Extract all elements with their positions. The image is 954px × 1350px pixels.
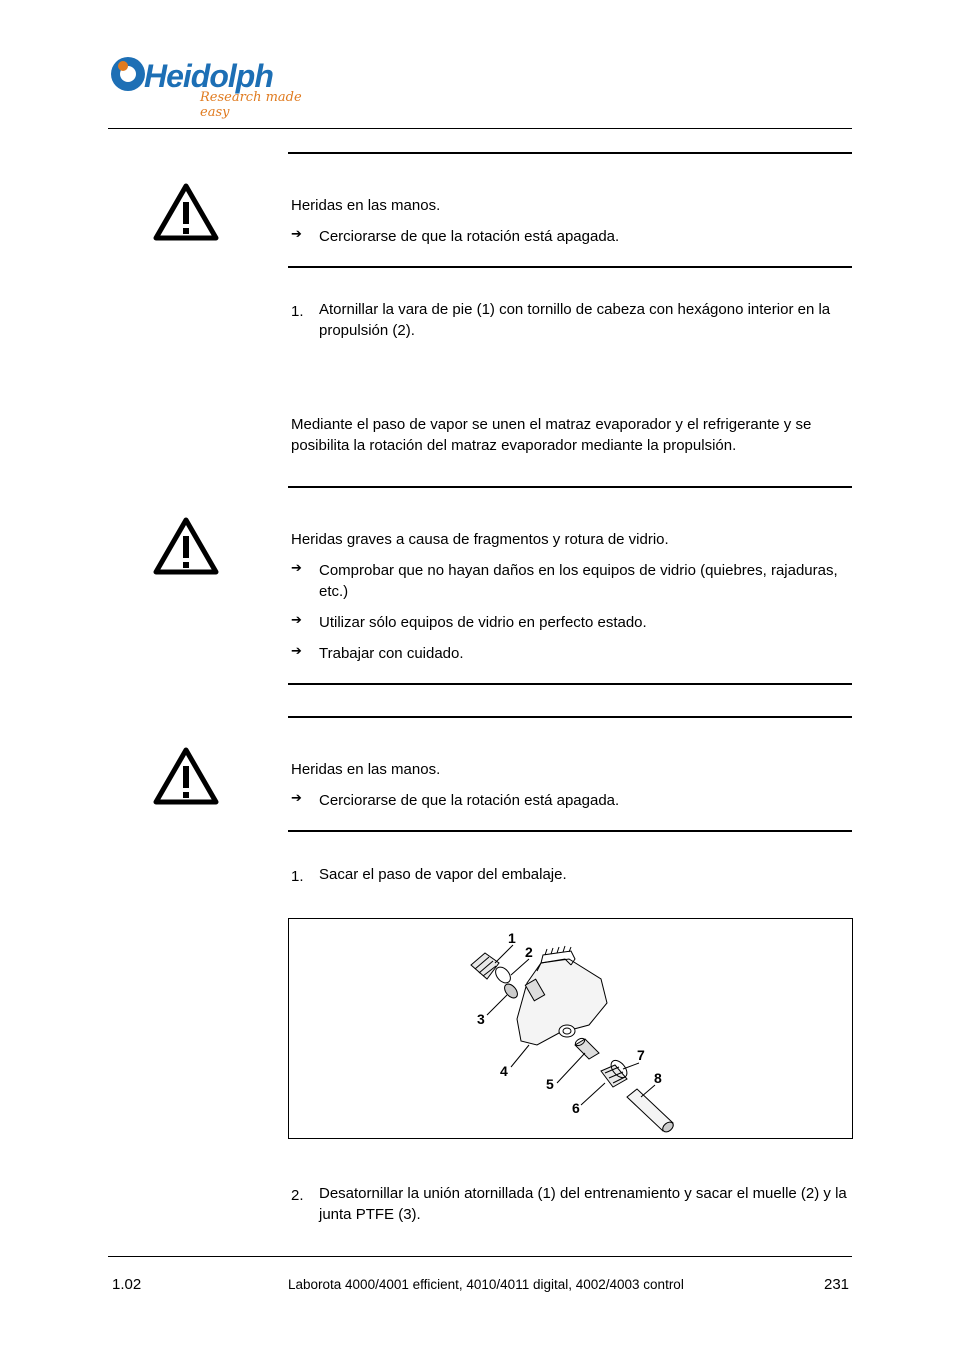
arrow-right-icon: ➔ bbox=[291, 790, 302, 805]
arrow-right-icon: ➔ bbox=[291, 612, 302, 627]
logo-name: Heidolph bbox=[144, 58, 273, 94]
warning2-action-2: Utilizar sólo equipos de vidrio en perfecto estado. bbox=[319, 614, 647, 631]
warning2-action-3: Trabajar con cuidado. bbox=[319, 645, 464, 662]
page-number: 231 bbox=[824, 1276, 850, 1293]
step-number: 2. bbox=[291, 1187, 304, 1204]
brand-logo bbox=[108, 50, 328, 120]
warning2-action-1: Comprobar que no hayan daños en los equipos de vidrio (quiebres, rajaduras, etc.) bbox=[319, 562, 838, 600]
warning3-action-1: Cerciorarse de que la rotación está apagada. bbox=[319, 792, 620, 809]
callout-2: 2 bbox=[525, 944, 533, 960]
warning2-top-rule bbox=[288, 486, 852, 488]
footer-title: Laborota 4000/4001 efficient, 4010/4011 digital, 4002/4003 control bbox=[288, 1277, 684, 1292]
warning3-bottom-rule bbox=[288, 830, 852, 832]
warning-triangle-icon bbox=[152, 182, 220, 242]
callout-1: 1 bbox=[508, 930, 516, 946]
steam-tube-part bbox=[627, 1089, 675, 1134]
warning1-top-rule bbox=[288, 152, 852, 154]
exploded-view-figure bbox=[288, 918, 853, 1139]
arrow-right-icon: ➔ bbox=[291, 226, 302, 241]
warning-triangle-icon bbox=[152, 516, 220, 576]
warning1-bottom-rule bbox=[288, 266, 852, 268]
callout-6: 6 bbox=[572, 1100, 580, 1116]
step-text: Desatornillar la unión atornillada (1) del entrenamiento y sacar el muelle (2) y la junta PTFE (3). bbox=[319, 1185, 847, 1223]
warning1-text: Heridas en las manos. bbox=[291, 197, 441, 214]
footer-rule bbox=[108, 1256, 852, 1257]
steam-duct-exploded-diagram bbox=[289, 919, 852, 1138]
callout-5: 5 bbox=[546, 1076, 554, 1092]
callout-4: 4 bbox=[500, 1063, 508, 1079]
screw-nut-part bbox=[471, 953, 499, 979]
warning2-text: Heridas graves a causa de fragmentos y rotura de vidrio. bbox=[291, 531, 669, 548]
step-text: Sacar el paso de vapor del embalaje. bbox=[319, 866, 567, 883]
warning-triangle-icon bbox=[152, 746, 220, 806]
sleeve-part bbox=[574, 1037, 599, 1059]
logo-tagline: Research made easy bbox=[200, 90, 302, 120]
drive-housing-part bbox=[517, 946, 607, 1045]
callout-7: 7 bbox=[637, 1047, 645, 1063]
callout-8: 8 bbox=[654, 1070, 662, 1086]
step-number: 1. bbox=[291, 868, 304, 885]
arrow-right-icon: ➔ bbox=[291, 560, 302, 575]
warning2-bottom-rule bbox=[288, 683, 852, 685]
footer-version: 1.02 bbox=[112, 1276, 142, 1293]
intro-paragraph: Mediante el paso de vapor se unen el matraz evaporador y el refrigerante y se posibilita la rotación del matraz evaporador mediante la propulsión. bbox=[291, 416, 812, 454]
warning3-top-rule bbox=[288, 716, 852, 718]
step-text: Atornillar la vara de pie (1) con tornillo de cabeza con hexágono interior en la propulsión (2). bbox=[319, 301, 831, 339]
warning3-text: Heridas en las manos. bbox=[291, 761, 441, 778]
step-number: 1. bbox=[291, 303, 304, 320]
header-rule bbox=[108, 128, 852, 129]
arrow-right-icon: ➔ bbox=[291, 643, 302, 658]
logo-icon bbox=[108, 54, 148, 94]
warning1-action-1: Cerciorarse de que la rotación está apagada. bbox=[319, 228, 620, 245]
callout-3: 3 bbox=[477, 1011, 485, 1027]
